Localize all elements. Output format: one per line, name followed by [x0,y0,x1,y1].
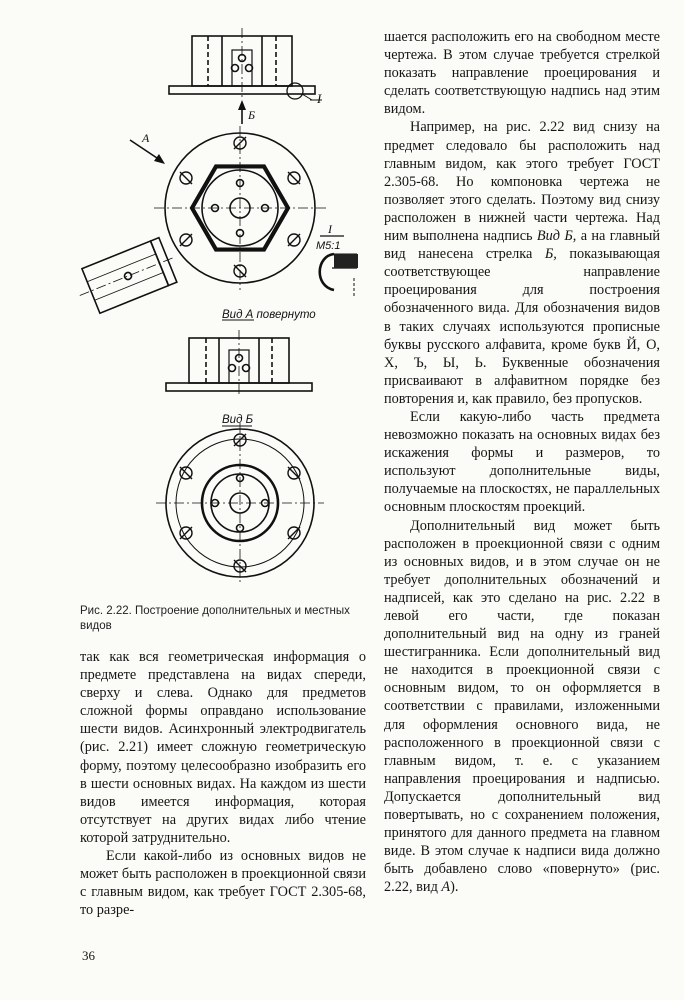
left-paragraph-2: Если какой-либо из основных видов не может быть расположен в проекционной связи с главным видом, как требует ГОСТ 2.305-68, то разре- [80,848,366,919]
detail-ref-label: I [317,91,322,106]
arrow-b [238,100,246,124]
technical-drawing [72,28,362,598]
figure-caption: Рис. 2.22. Построение дополнительных и местных видов [80,605,350,632]
left-column [80,648,366,919]
right-paragraph-2: Например, на рис. 2.22 вид снизу на предмет следовало бы расположить над главным видом, как этого требует ГОСТ 2.305-68. Но компоновка чертежа не позволяет этого сделать. Поэтому вид снизу расположен в нижней части чертежа. Над ним выполнена надпись Вид Б, а на главный вид нанесена стрелка Б, показывающая соответствующее направление проецирования для построения обозначенного вида. Для обозначения видов в таких случаях используются прописные буквы русского алфавита, кроме букв Й, О, Х, Ъ, Ы, Ь. Буквенные обозначения присваивают в алфавитном порядке без повторения и, как правило, без пропусков. [384,119,661,407]
detail-label-top: I [328,222,332,236]
view-a-label: Вид А повернуто [222,309,316,321]
right-paragraph-4: Дополнительный вид может быть расположен в проекционной связи с одним из основных видов, и в этом случае он не требует дополнительных обозначений и надписей, как это сделано на рис. 2.22 в левой его части, где показан дополнительный вид на одну из граней шестигранника. Если дополнительный вид не находится в проекционной связи с основным видом, то он оформляется в соответствии с правилами, изложенными для оформления основного вида, не расположенного в проекционной связи с главным видом, т. е. с указанием направления проецирования и надписью. Допускается дополнительный вид повертывать, но с сохранением положения, принятого для данного предмета на главном виде. В этом случае к надписи вида должно быть добавлено слово «повернуто» (рис. 2.22, вид А). [384,517,660,896]
page-number: 36 [82,948,95,963]
arrow-a-label: A [142,131,150,145]
view-a [166,330,312,396]
right-column [384,28,660,897]
view-b-label: Вид Б [222,414,254,426]
right-paragraph-1: шается расположить его на свободном месте чертежа. В этом случае требуется стрелкой показать направление проецирования и сделать соответствующую надпись над этим видом. [384,29,660,118]
right-paragraph-3: Если какую-либо часть предмета невозможно показать на основных видах без искажения формы и размеров, то используют дополнительные виды, получаемые на плоскостях, не параллельных основным плоскостям проекций. [384,408,660,516]
figure-2-22 [72,28,362,598]
auxiliary-view [72,235,183,318]
front-view [169,28,322,100]
left-paragraph-1: так как вся геометрическая информация о предмете представлена на видах спереди, сверху и слева. Однако для предметов сложной формы оправдано использование шести видов. Асинхронный электродвигатель (рис. 2.21) имеет сложную геометрическую форму, поэтому целесообразно изобразить его в шести основных видах. На каждом из шести видов имеется информация, которая отсутствует на других видах либо чтение которой затруднительно. [80,649,366,846]
arrow-b-label: Б [248,108,256,122]
detail-label-bottom: M5:1 [316,240,341,252]
detail-view [320,254,358,298]
